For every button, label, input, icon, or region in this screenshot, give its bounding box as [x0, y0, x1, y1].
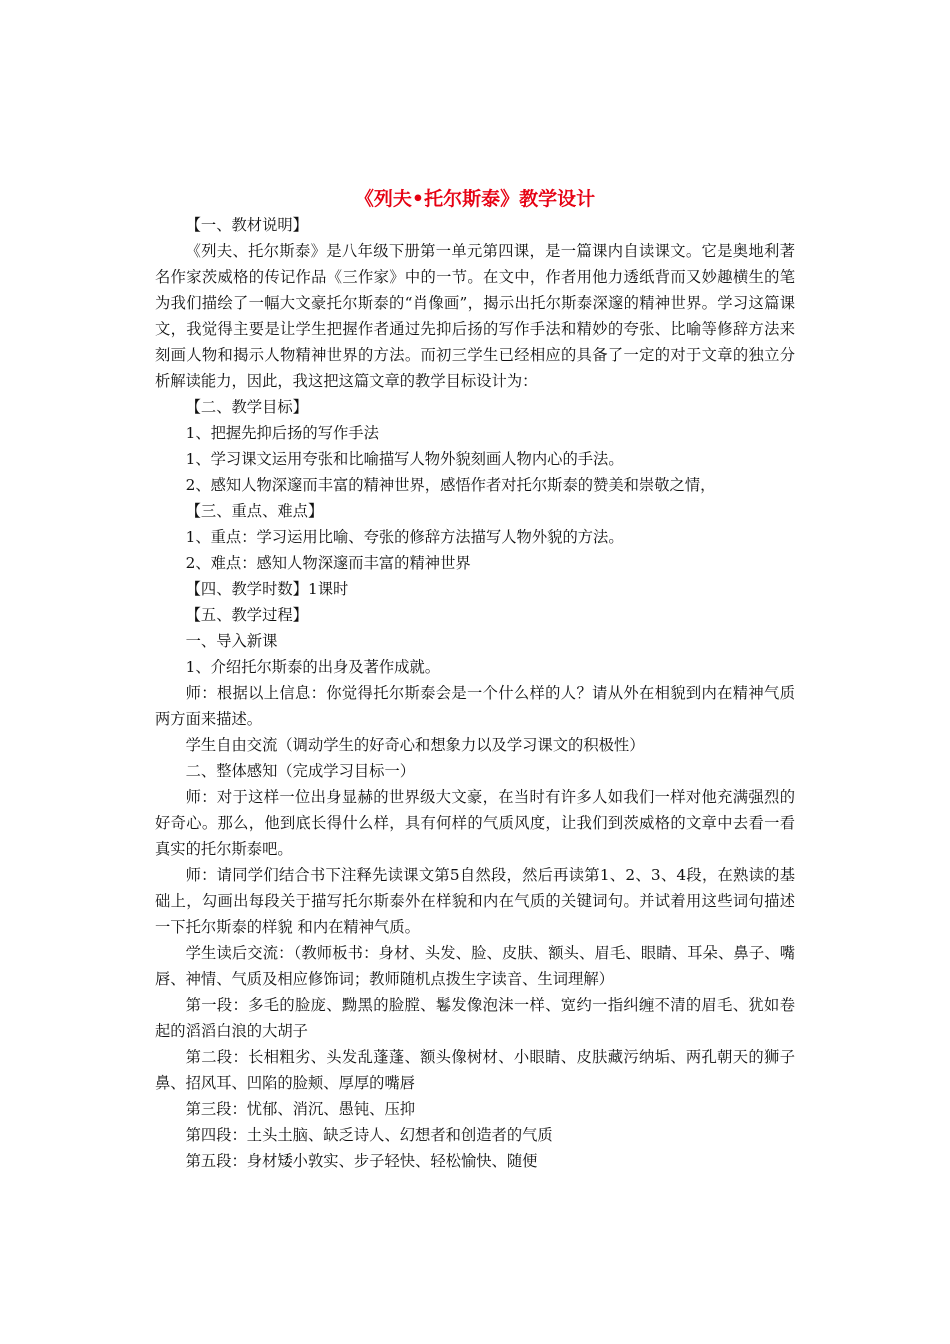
paragraph: 师：请同学们结合书下注释先读课文第5自然段，然后再读第1、2、3、4段，在熟读的基础上，勾画出每段关于描写托尔斯泰外在样貌和内在气质的关键词句。并试着用这些词句描述一下托尔斯泰的样貌 和内在精神气质。 [155, 866, 795, 936]
paragraph: 第四段：土头土脑、缺乏诗人、幻想者和创造者的气质 [185, 1126, 553, 1144]
paragraph: 师：对于这样一位出身显赫的世界级大文豪，在当时有许多人如我们一样对他充满强烈的好奇心。那么，他到底长得什么样，具有何样的气质风度，让我们到茨威格的文章中去看一看真实的托尔斯泰吧。 [155, 788, 795, 858]
paragraph: 第一段：多毛的脸庞、黝黑的脸膛、鬈发像泡沫一样、宽约一指纠缠不清的眉毛、犹如卷起的滔滔白浪的大胡子 [155, 996, 795, 1040]
paragraph: 一、导入新课 [185, 632, 278, 650]
document-body [155, 212, 795, 1174]
paragraph: 1、学习课文运用夸张和比喻描写人物外貌刻画人物内心的手法。 [185, 450, 624, 468]
paragraph: 《列夫、托尔斯泰》是八年级下册第一单元第四课，是一篇课内自读课文。它是奥地利著名作家茨威格的传记作品《三作家》中的一节。在文中，作者用他力透纸背而又妙趣横生的笔为我们描绘了一幅大文豪托尔斯泰的“肖像画”，揭示出托尔斯泰深邃的精神世界。学习这篇课文，我觉得主要是让学生把握作者通过先抑后扬的写作手法和精妙的夸张、比喻等修辞方法来刻画人物和揭示人物精神世界的方法。而初三学生已经相应的具备了一定的对于文章的独立分析解读能力，因此，我这把这篇文章的教学目标设计为： [155, 242, 795, 390]
paragraph: 学生自由交流（调动学生的好奇心和想象力以及学习课文的积极性） [185, 736, 645, 754]
section-heading: 【四、教学时数】1课时 [185, 580, 349, 598]
paragraph: 2、感知人物深邃而丰富的精神世界，感悟作者对托尔斯泰的赞美和崇敬之情， [185, 476, 716, 494]
document-title: 《列夫•托尔斯泰》教学设计 [354, 188, 596, 210]
paragraph: 师：根据以上信息：你觉得托尔斯泰会是一个什么样的人？请从外在相貌到内在精神气质两方面来描述。 [155, 684, 795, 728]
paragraph: 1、重点：学习运用比喻、夸张的修辞方法描写人物外貌的方法。 [185, 528, 624, 546]
section-heading: 【一、教材说明】 [185, 216, 308, 234]
section-heading: 【二、教学目标】 [185, 398, 308, 416]
section-heading: 【三、重点、难点】 [185, 502, 324, 520]
paragraph: 2、难点：感知人物深邃而丰富的精神世界 [185, 554, 471, 572]
paragraph: 第三段：忧郁、消沉、愚钝、压抑 [185, 1100, 416, 1118]
paragraph: 第二段：长相粗劣、头发乱蓬蓬、额头像树材、小眼睛、皮肤藏污纳垢、两孔朝天的狮子鼻、招风耳、凹陷的脸颊、厚厚的嘴唇 [155, 1048, 795, 1092]
paragraph: 1、介绍托尔斯泰的出身及著作成就。 [185, 658, 441, 676]
paragraph: 1、把握先抑后扬的写作手法 [185, 424, 379, 442]
paragraph: 二、整体感知（完成学习目标一） [185, 762, 416, 780]
paragraph: 学生读后交流：（教师板书：身材、头发、脸、皮肤、额头、眉毛、眼睛、耳朵、鼻子、嘴唇、神情、气质及相应修饰词；教师随机点拨生字读音、生词理解） [155, 944, 795, 988]
section-heading: 【五、教学过程】 [185, 606, 308, 624]
paragraph: 第五段：身材矮小敦实、步子轻快、轻松愉快、随便 [185, 1152, 538, 1170]
